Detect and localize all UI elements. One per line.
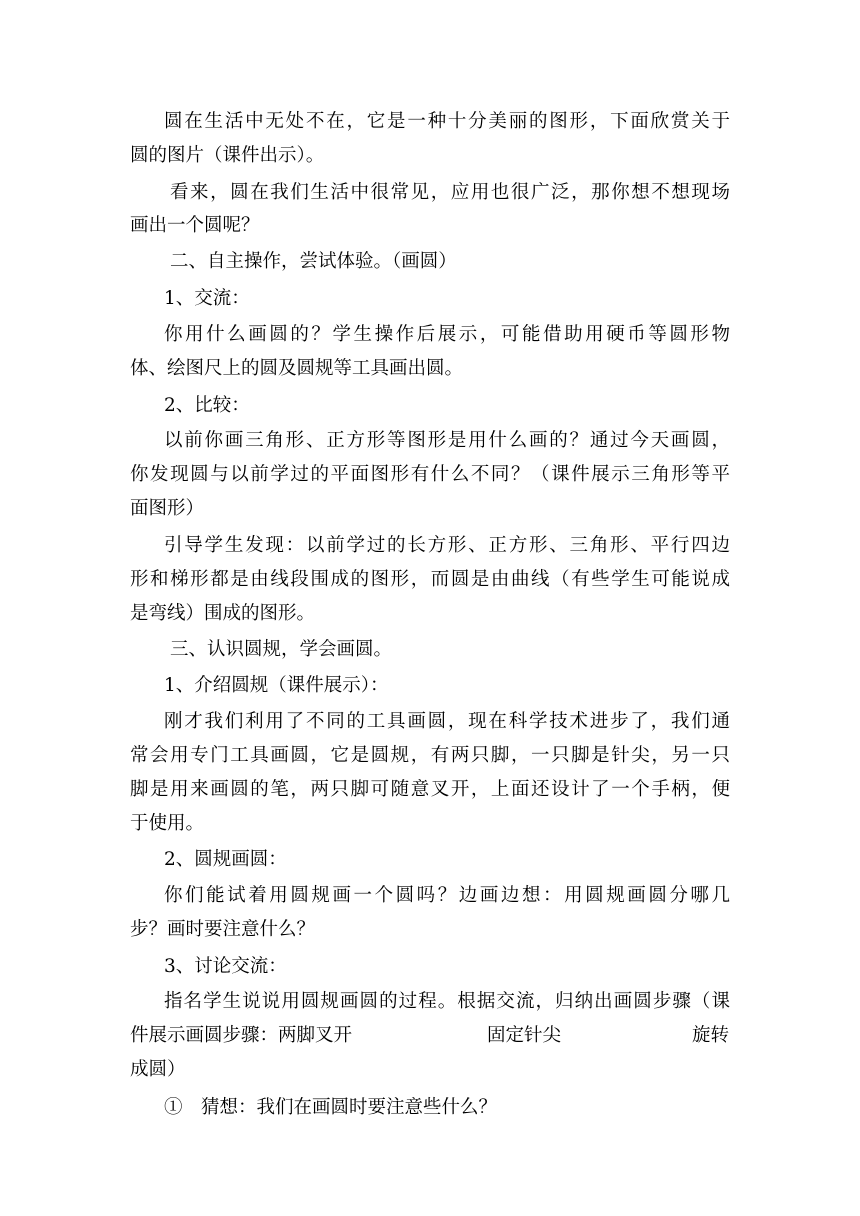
paragraph-line: 圆在生活中无处不在，它是一种十分美丽的图形，下面欣赏关于 bbox=[164, 111, 730, 132]
paragraph-line: 于使用。 bbox=[130, 813, 205, 834]
paragraph-line: 刚才我们利用了不同的工具画圆，现在科学技术进步了，我们通 bbox=[164, 711, 730, 732]
paragraph-line: 面图形） bbox=[130, 498, 205, 519]
paragraph-line: 画出一个圆呢？ bbox=[130, 215, 260, 236]
section-heading: 二、自主操作，尝试体验。（画圆） bbox=[170, 251, 457, 272]
paragraph-line: 看来，圆在我们生活中很常见，应用也很广泛，那你想不想现场 bbox=[170, 182, 730, 203]
paragraph-line: 常会用专门工具画圆，它是圆规，有两只脚，一只脚是针尖，另一只 bbox=[130, 745, 730, 766]
paragraph-line: 指名学生说说用圆规画圆的过程。根据交流，归纳出画圆步骤（课 bbox=[164, 991, 730, 1012]
numbered-item: ① 猜想：我们在画圆时要注意些什么？ bbox=[164, 1097, 498, 1118]
steps-line bbox=[130, 1023, 730, 1049]
subsection-heading: 2、圆规画圆： bbox=[164, 849, 287, 870]
subsection-heading: 2、比较： bbox=[164, 395, 250, 416]
paragraph-line: 脚是用来画圆的笔，两只脚可随意叉开，上面还设计了一个手柄，便 bbox=[130, 779, 730, 800]
paragraph-line: 引导学生发现：以前学过的长方形、正方形、三角形、平行四边 bbox=[164, 535, 730, 556]
subsection-heading: 1、介绍圆规（课件展示）： bbox=[164, 675, 389, 696]
section-heading: 三、认识圆规，学会画圆。 bbox=[170, 639, 393, 660]
paragraph-line: 形和梯形都是由线段围成的图形，而圆是由曲线（有些学生可能说成 bbox=[130, 569, 730, 590]
paragraph-line: 以前你画三角形、正方形等图形是用什么画的？通过今天画圆， bbox=[164, 430, 730, 451]
paragraph-line: 你用什么画圆的？学生操作后展示，可能借助用硬币等圆形物 bbox=[164, 324, 730, 345]
subsection-heading: 3、讨论交流： bbox=[164, 956, 287, 977]
subsection-heading: 1、交流： bbox=[164, 288, 250, 309]
paragraph-line: 成圆） bbox=[130, 1059, 186, 1080]
paragraph-line: 你们能试着用圆规画一个圆吗？边画边想：用圆规画圆分哪几 bbox=[164, 885, 730, 906]
paragraph-line: 是弯线）围成的图形。 bbox=[130, 603, 316, 624]
step-prefix: 件展示画圆步骤：两脚叉开 bbox=[130, 1025, 353, 1046]
paragraph-line: 步？画时要注意什么？ bbox=[130, 919, 316, 940]
paragraph-line: 你发现圆与以前学过的平面图形有什么不同？（课件展示三角形等平 bbox=[130, 464, 730, 485]
paragraph-line: 圆的图片（课件出示）。 bbox=[130, 145, 325, 166]
step-middle: 固定针尖 bbox=[487, 1025, 562, 1046]
paragraph-line: 体、绘图尺上的圆及圆规等工具画出圆。 bbox=[130, 358, 464, 379]
step-end: 旋转 bbox=[692, 1025, 730, 1046]
